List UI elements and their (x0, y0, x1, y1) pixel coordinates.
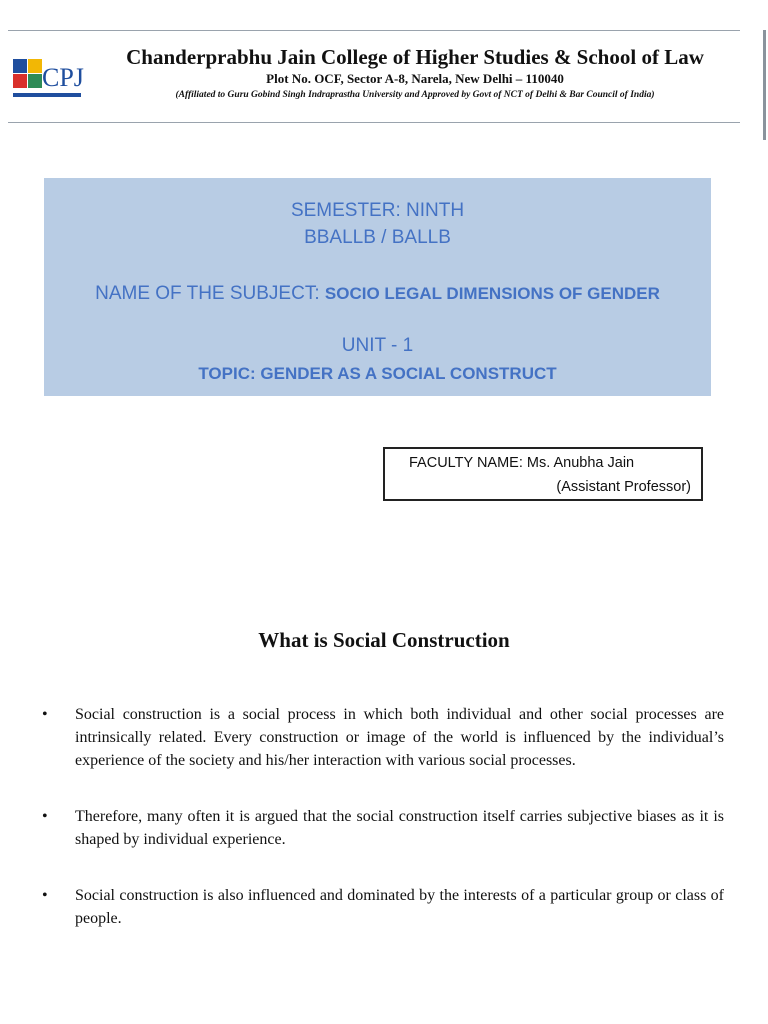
subject-name (84, 282, 671, 306)
college-logo-graphic (12, 55, 84, 103)
bullet-icon: • (42, 887, 48, 904)
list-item (40, 884, 724, 930)
college-address: Plot No. OCF, Sector A-8, Narela, New Delhi – 110040 (266, 71, 564, 86)
bullet-icon: • (42, 808, 48, 825)
unit-label: UNIT - 1 (341, 335, 414, 356)
faculty-box (383, 447, 703, 501)
bullet-text: Social construction is also influenced and dominated by the interests of a particular group or class of people. (75, 887, 724, 927)
list-item (40, 703, 724, 772)
bullet-text: Therefore, many often it is argued that the social construction itself carries subjective biases as it is shaped by individual experience. (75, 808, 724, 848)
bullet-text: Social construction is a social process in which both individual and other social processes are intrinsically related. Every construction or image of the world is influenced by the individual’s experience of the society and his/her interaction with various social processes. (75, 706, 724, 769)
college-name: Chanderprabhu Jain College of Higher Studies & School of Law (126, 45, 704, 69)
faculty-designation: (Assistant Professor) (556, 479, 691, 495)
topic-label: TOPIC: GENDER AS A SOCIAL CONSTRUCT (198, 364, 557, 383)
course-info-box (44, 178, 711, 396)
college-header (100, 44, 730, 102)
logo-text: CPJ (42, 63, 84, 92)
header-bottom-rule (8, 122, 740, 123)
faculty-name: FACULTY NAME: Ms. Anubha Jain (409, 455, 635, 471)
bullet-list (40, 703, 724, 930)
header-top-rule (8, 30, 740, 31)
subject-value: SOCIO LEGAL DIMENSIONS OF GENDER (324, 284, 660, 303)
semester-label: SEMESTER: NINTH (290, 200, 465, 221)
course-label: BBALLB / BALLB (304, 227, 451, 248)
college-affiliation: (Affiliated to Guru Gobind Singh Indraprastha University and Approved by Govt of NCT of Delhi & Bar Council of India) (175, 90, 655, 100)
college-logo (12, 55, 84, 103)
page-edge-mark (763, 30, 766, 140)
list-item (40, 805, 724, 851)
section-heading: What is Social Construction (258, 628, 510, 652)
bullet-icon: • (42, 706, 48, 723)
subject-label: NAME OF THE SUBJECT: (95, 283, 325, 304)
